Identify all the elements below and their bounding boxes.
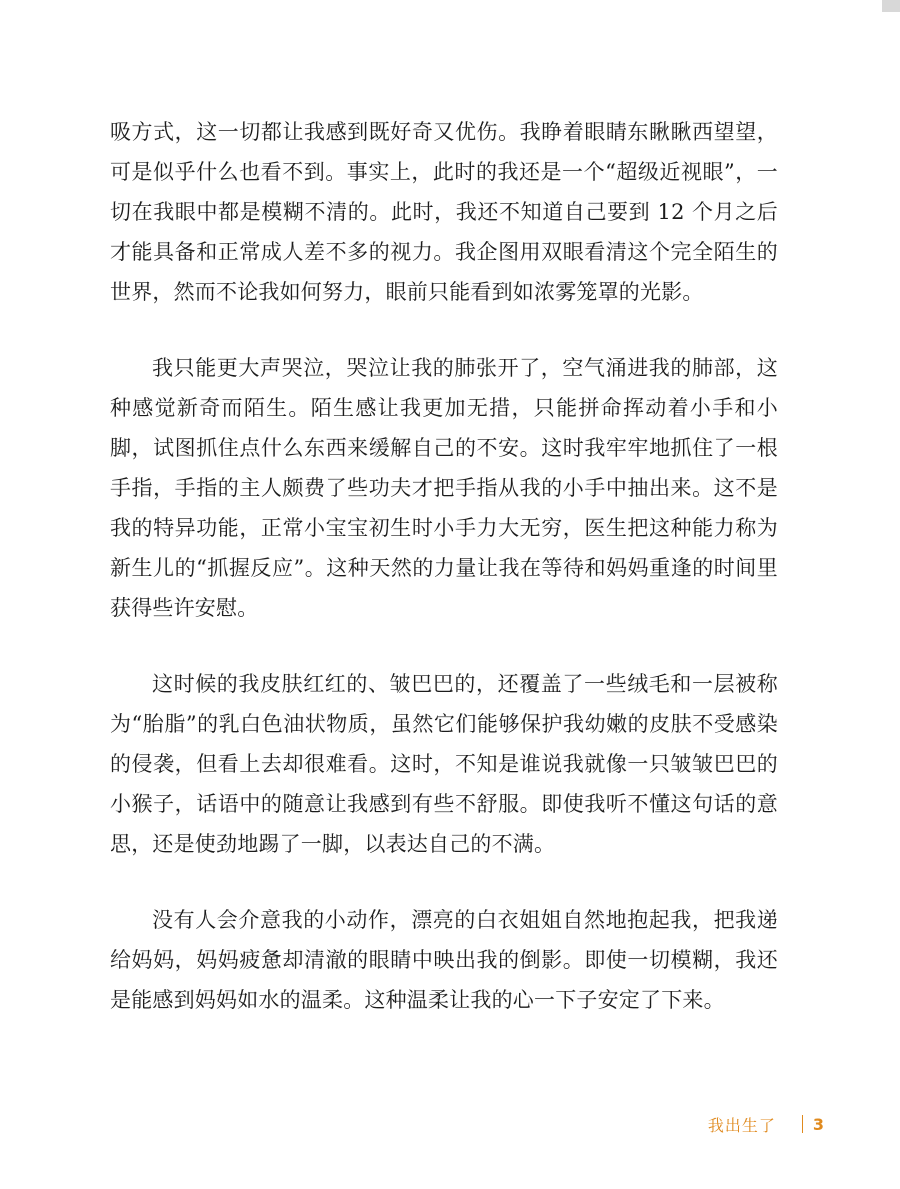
page-corner-mark bbox=[882, 0, 900, 12]
chapter-title: 我出生了 bbox=[707, 1115, 776, 1135]
paragraph-2: 我只能更大声哭泣，哭泣让我的肺张开了，空气涌进我的肺部，这种感觉新奇而陌生。陌生感让我更加无措，只能拼命挥动着小手和小脚，试图抓住点什么东西来缓解自己的不安。这时我牢牢地抓住了一根手指，手指的主人颇费了些功夫才把手指从我的小手中抽出来。这不是我的特异功能，正常小宝宝初生时小手力大无穷，医生把这种能力称为新生儿的“抓握反应”。这种天然的力量让我在等待和妈妈重逢的时间里获得些许安慰。 bbox=[110, 356, 778, 620]
paragraph-3: 这时候的我皮肤红红的、皱巴巴的，还覆盖了一些绒毛和一层被称为“胎脂”的乳白色油状物质，虽然它们能够保护我幼嫩的皮肤不受感染的侵袭，但看上去却很难看。这时，不知是谁说我就像一只皱皱巴巴的小猴子，话语中的随意让我感到有些不舒服。即使我听不懂这句话的意思，还是使劲地踢了一脚，以表达自己的不满。 bbox=[110, 672, 778, 856]
page-body bbox=[110, 112, 778, 1056]
footer-divider bbox=[802, 1115, 803, 1133]
paragraph-4: 没有人会介意我的小动作，漂亮的白衣姐姐自然地抱起我，把我递给妈妈，妈妈疲惫却清澈的眼睛中映出我的倒影。即使一切模糊，我还是能感到妈妈如水的温柔。这种温柔让我的心一下子安定了下来。 bbox=[110, 908, 778, 1012]
page-footer bbox=[708, 1112, 824, 1136]
paragraph-1: 吸方式，这一切都让我感到既好奇又优伤。我睁着眼睛东瞅瞅西望望，可是似乎什么也看不到。事实上，此时的我还是一个“超级近视眼”，一切在我眼中都是模糊不清的。此时，我还不知道自己要到 12 个月之后才能具备和正常成人差不多的视力。我企图用双眼看清这个完全陌生的世界，然而不论我如何努力，眼前只能看到如浓雾笼罩的光影。 bbox=[110, 120, 778, 304]
page-number: 3 bbox=[812, 1114, 824, 1134]
